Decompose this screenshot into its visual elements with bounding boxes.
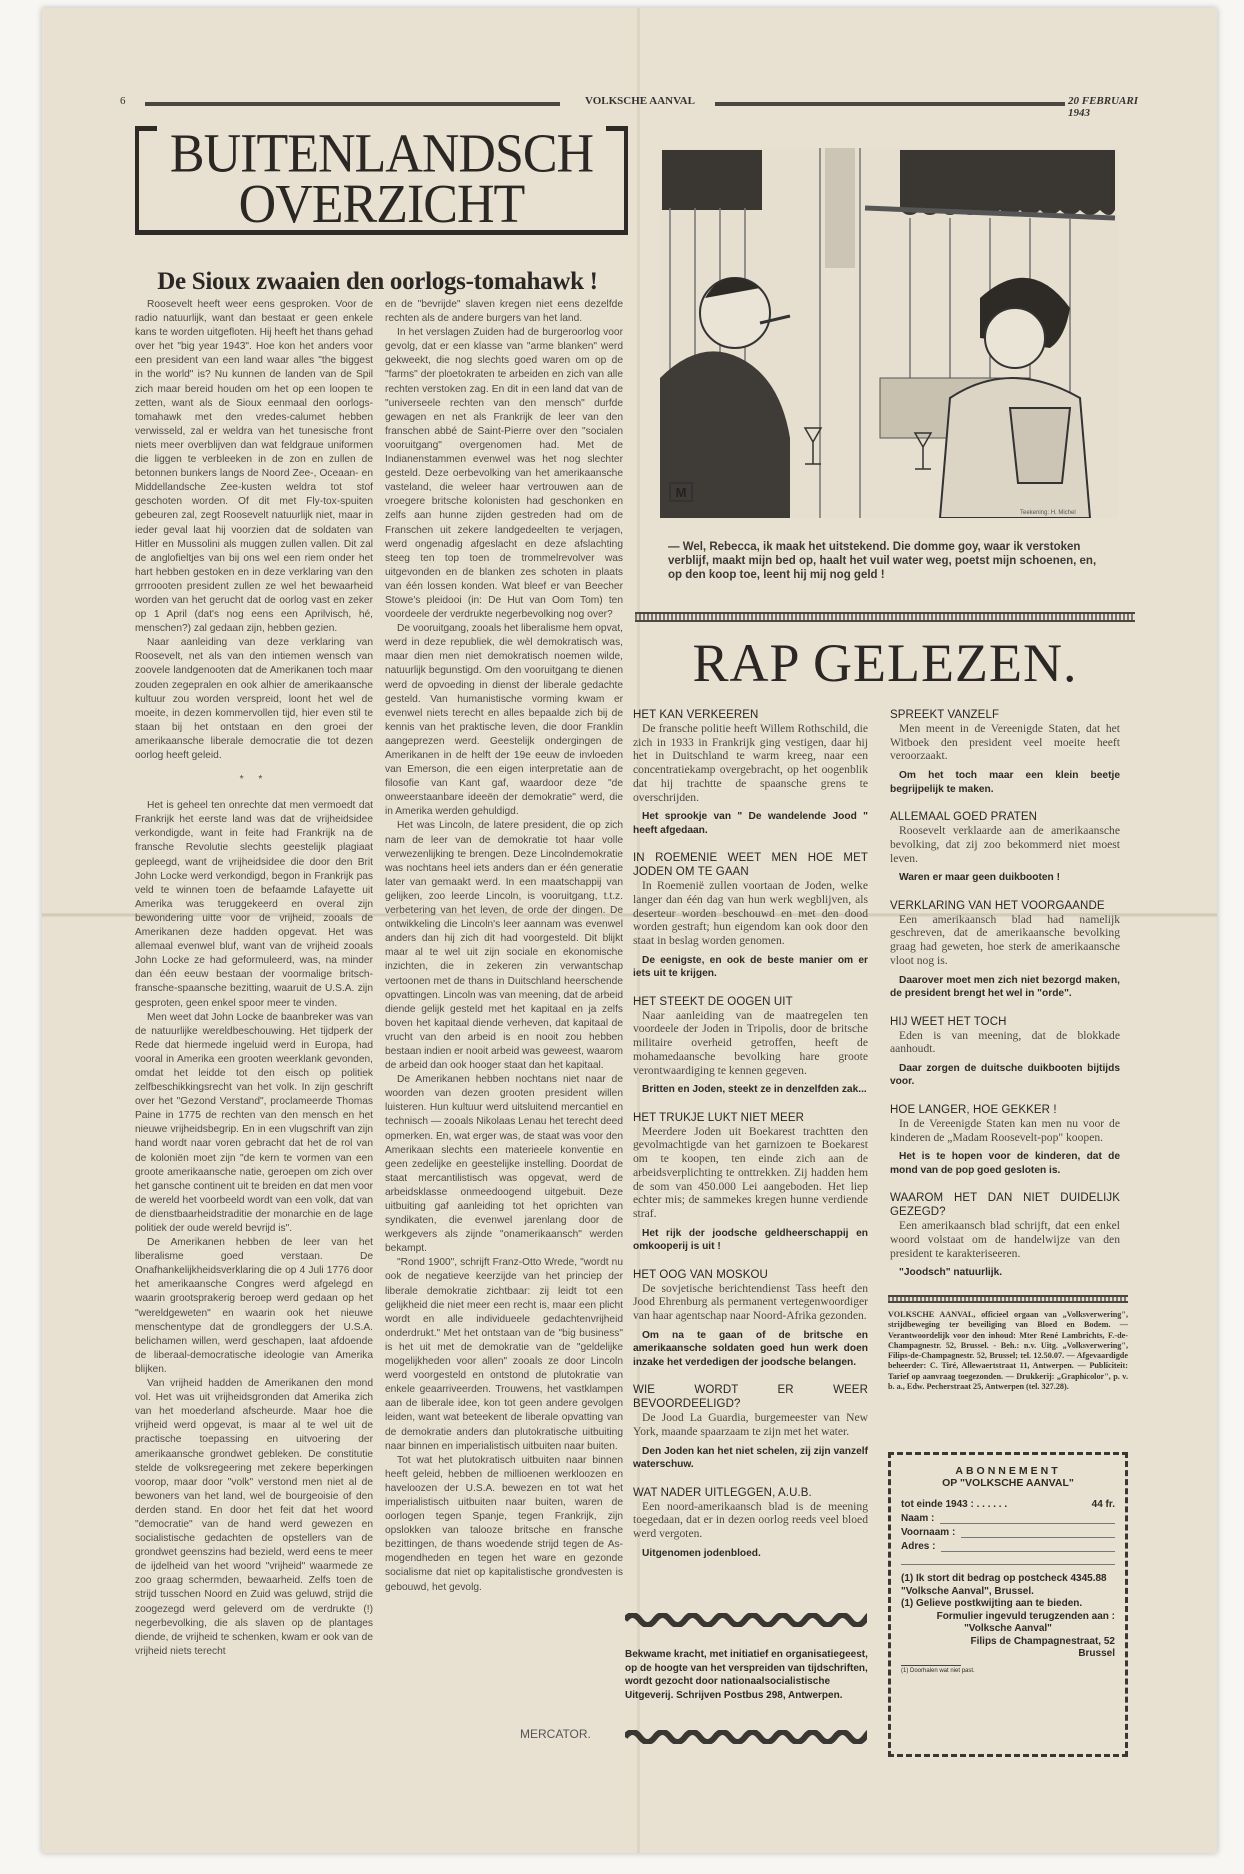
paper-name: VOLKSCHE AANVAL — [585, 95, 695, 107]
news-heading: HET OOG VAN MOSKOU — [633, 1268, 768, 1281]
news-comment: Om na te gaan of de britsche en amerikaansche soldaten goed hun werk doen inzake het verdedigen der joodsche belangen. — [633, 1329, 868, 1368]
news-item — [633, 1111, 868, 1254]
field-label: Naam : — [901, 1513, 935, 1524]
paragraph: Het is geheel ten onrechte dat men vermoedt dat Frankrijk het eerste land was dat de vrijheidsidee verkondigde, want in feite had Frankrijk na de fransche Revolutie slechts geestelijk plagiaat gepleegd, want de vrijheidsidee die door den Brit John Locke werd verkondigd, begon in Frankrijk pas veld te winnen toen de befaamde Lafayette uit Amerika was teruggekeerd en overal zijn bewondering uitte voor de vrijheid, zooals de Amerikanen deze hadden opgevat. Het was allemaal evenwel bluf, want van de vrijheid zooals John Locke ze had geformuleerd, was, na minder dan één eeuw bestaan der voormalige britsch-fransche-spaansche bezitting, waaruit de U.S.A. zijn gesproten, geen enkel spoor meer te vinden. — [135, 800, 373, 1009]
news-heading: ALLEMAAL GOED PRATEN — [890, 811, 1038, 824]
page-header — [120, 95, 1145, 119]
field-label: Adres : — [901, 1541, 936, 1552]
section-title-line: OVERZICHT — [238, 174, 525, 235]
news-body: De sovjetische berichtendienst Tass heeft den Jood Ehrenburg als permanent vertegenwoordiger van haar agentschap naar Noord-Afrika gezonden. — [633, 1281, 868, 1323]
news-heading: HOE LANGER, HOE GEKKER ! — [890, 1103, 1057, 1116]
news-item — [890, 810, 1120, 885]
news-item — [633, 995, 868, 1097]
news-comment: "Joodsch" natuurlijk. — [899, 1267, 1003, 1279]
news-comment: De eenigste, en ook de beste manier om er iets uit te krijgen. — [633, 954, 868, 980]
news-body: In Roemenië zullen voortaan de Joden, welke langer dan één dag van hun werk wegblijven, als deserteur worden beschouwd en met den dood worden gestraft; hun eigendom kan ook door den staat in beslag worden genomen. — [633, 879, 868, 948]
news-item — [890, 1103, 1120, 1177]
price: 44 fr. — [1091, 1499, 1115, 1510]
page-number: 6 — [120, 95, 126, 107]
curtain-left — [662, 150, 762, 210]
paragraph: Roosevelt heeft weer eens gesproken. Voor de radio natuurlijk, want dan bestaat er geen enkele kans te worden uitgefloten. Hij heeft het thans gehad over het "big year 1943". Hoe kon het anders voor een president van een land waar alles "the biggest in the world" is? Nu kunnen de landen van de Spil zich maar bereid houden om het op een loopen te zetten, want als de Sioux eenmaal den oorlogs-tomahawk met den vredes-calumet hebben verwisseld, zal er weldra van het tunesische front niets meer overblijven dan wat feldgraue uniformen die liggen te verbleeken in de zon en zullen de betonnen bunkers langs de Noord Zee-, Oceaan- en Middellandsche Zee-kusten weldra tot stof geschoten worden. Of dit met Fly-tox-spuiten gebeuren zal, zegt Roosevelt natuurlijk niet, maar in ieder geval laat hij voorzien dat de soldaten van Hitler en Mussolini als muggen zullen vallen. Dit zal de anglofieltjes van bij ons wel een riem onder het hart hebben gestoken en in deze verklaring van den grrroooten president zullen ze wel het bewaarheid worden van het gerucht dat de oorlog vast en zeker op 1 April (dat's nog eens een Aprilvisch, hé, menschen?) zal gedaan zijn, hebben gezien. — [135, 299, 373, 635]
subscription-title: ABONNEMENT — [955, 1465, 1061, 1477]
price-line — [901, 1499, 1115, 1510]
address-field-line-2[interactable] — [901, 1555, 1115, 1565]
news-heading: WAAROM HET DAN NIET DUIDELIJK GEZEGD? — [890, 1192, 1120, 1219]
news-body: In de Vereenigde Staten kan men nu voor de kinderen de „Madam Roosevelt-pop" koopen. — [890, 1116, 1120, 1144]
footnote: (1) Doorhalen wat niet past. — [901, 1665, 961, 1674]
news-comment: Waren er maar geen duikbooten ! — [899, 872, 1060, 884]
separator-stars: * * — [239, 774, 269, 786]
news-body: Een amerikaansch blad schrijft, dat een enkel woord volstaat om de handelwijze van den president te karakteriseeren. — [890, 1219, 1120, 1260]
news-column-2 — [890, 708, 1120, 1294]
payment-option-2: (1) Gelieve postkwijting aan te bieden. — [901, 1598, 1083, 1609]
news-item — [633, 708, 868, 837]
paragraph: De Amerikanen hebben de leer van het liberalisme goed verstaan. De Onafhankelijkheidsverklaring die op 4 Juli 1776 door het amerikaansche Congres werd afgelegd en waarin grootsprakerig beroep werd gedaan op het "wereldgeweten" en waarin ook het nieuwe menschentype dat de grondleggers der U.S.A. belichamen willen, werd geschapen, laat afdoende de liberaal-democratische ideologie van Amerika blijken. — [135, 1237, 373, 1375]
wavy-divider — [625, 1730, 867, 1744]
news-heading: WIE WORDT ER WEER BEVOORDEELIGD? — [633, 1384, 868, 1411]
paragraph: "Rond 1900", schrijft Franz-Otto Wrede, "wordt nu ook de negatieve keerzijde van het princiep der liberale demokratie zichtbaar: zij leidt tot een gelijkheid die niet meer een recht is, maar een plicht wordt en alle individueele gedachtenvrijheid onderdrukt." Met het ontstaan van de "big business" is het uit met de demokratie van de "geldelijke mogelijkheden voor allen" zooals ze door Lincoln werd voorgesteld en ontstond de plutokratie van enkele geaarriveerden. Trouwens, het vastklampen aan de liberale idee, kon tot geen andere gevolgen leiden, want wat beteekent de liberale opvatting van de demokratie anders dan plutokratische uitbuiting naar binnen en imperialistisch uitbuiten naar buiten. — [385, 1257, 623, 1452]
issue-date: 20 FEBRUARI 1943 — [1068, 95, 1138, 119]
news-heading: HET TRUKJE LUKT NIET MEER — [633, 1111, 804, 1124]
news-heading: HET KAN VERKEEREN — [633, 709, 759, 721]
cartoon-credit: Teekening: H. Michel — [1020, 510, 1076, 516]
news-item — [890, 708, 1120, 796]
paragraph: De vooruitgang, zooals het liberalisme hem opvat, werd in deze republiek, die wèl demokratisch was, maar dien men niet demokratisch noemen wilde, natuurlijk begunstigd. Om den vooruitgang te dienen werd de opvoeding in dienst der liberale gedachte gesteld. Van humanistische vorming kwam er evenwel niets terecht en alles bepaalde zich bij de kennis van het praktische leven, die door Franklin aangeprezen werd. Geestelijk ondergingen de Amerikanen in de helft der 19e eeuw de invloeden van Emerson, die een eigen interpretatie aan de filosofie van Kant gaf, waardoor deze "de onweerstaanbare ideeën der demokratie" werd, die in Amerika werden gehuldigd. — [385, 623, 623, 818]
article-headline: De Sioux zwaaien den oorlogs-tomahawk ! — [157, 268, 598, 295]
publication-imprint: VOLKSCHE AANVAL, officieel orgaan van „Volksverwering", strijdbeweging ter beveiliging van Bloed en Bodem. — Verantwoordelijk voor den inhoud: Mter René Lambrichts, F.-de-Champagnestr. 52, Brussel. - Beh.: n.v. Uitg. „Volksverwering", Filips-de-Champagnestr. 52, Brussel; tel. 12.50.07. — Afgevaardigde beheerder: C. Tiré, Allewaertstraat 11, Antwerpen. — Publiciteit: Tarief op aanvraag toegezonden. — Drukkerij: „Graphicolor", p. v. b. a., Edw. Pecherstraat 25, Antwerpen (tel. 327.28). — [888, 1310, 1128, 1392]
news-comment: Het is te hopen voor de kinderen, dat de mond van de pop goed gesloten is. — [890, 1151, 1120, 1176]
news-item — [633, 1268, 868, 1370]
section-divider — [635, 612, 1135, 622]
news-comment: Om het toch maar een klein beetje begrijpelijk te maken. — [890, 770, 1120, 795]
paragraph: De Amerikanen hebben nochtans niet naar de woorden van dezen grooten president willen luisteren. Hun kultuur werd uitsluitend mercantiel en technisch — zooals Nikolaas Lenau het terecht deed opmerken. En, wat erger was, de staat was voor den Amerikaan slechts een materieele konventie en geen zedelijke en geestelijke instelling. Doordat de staat mercantilistisch was opgevat, werd de arbeidsklasse onmeedoogend uitgebuit. Deze uitbuiting gaf aanleiding tot het oprichten van syndikaten, die evenwel jarenlang door de werkgevers als zijnde "onamerikaansch" werden bekampt. — [385, 1074, 623, 1255]
section-title — [139, 124, 624, 235]
news-comment: Het sprookje van " De wandelende Jood " heeft afgedaan. — [633, 811, 868, 836]
subscription-subtitle: OP "VOLKSCHE AANVAL" — [942, 1477, 1074, 1489]
news-body: Meerdere Joden uit Boekarest trachtten den gevolmachtigde van het garnizoen te Boekarest om te koopen, ten einde zich aan de arbeidsverplichting te onttrekken. Zij hadden hem de som van 450.000 Lei aangeboden. Het liep echter mis; de sammekes kregen hunne verdiende straf. — [633, 1124, 868, 1220]
news-body: De fransche politie heeft Willem Rothschild, die zich in 1933 in Frankrijk ging vestigen, daar hij het in Duitschland te warm kreeg, naar een concentratiekamp overgebracht, op het oogenblik dat hij trachtte de spaansche grens te overschrijden. — [633, 722, 868, 804]
news-heading: VERKLARING VAN HET VOORGAANDE — [890, 899, 1105, 912]
section-title-box — [135, 126, 628, 235]
news-comment: Uitgenomen jodenbloed. — [642, 1547, 761, 1559]
news-item — [890, 1015, 1120, 1089]
header-rule — [715, 102, 1065, 106]
news-body: De Jood La Guardia, burgemeester van New York, maande spaarzaam te zijn met het water. — [633, 1411, 868, 1438]
rap-gelezen-title: RAP GELEZEN. — [692, 633, 1078, 693]
news-body: Roosevelt verklaarde aan de amerikaansche bevolking, dat zij zoo bekommerd niet moest leven. — [890, 824, 1120, 865]
news-heading: IN ROEMENIE WEET MEN HOE MET JODEN OM TE GAAN — [633, 852, 868, 879]
article-column-2 — [385, 298, 623, 1595]
return-city: Brussel — [1078, 1648, 1115, 1659]
subscription-form — [888, 1452, 1128, 1757]
news-body: Men meent in de Vereenigde Staten, dat het Witboek den president veel moeite heeft veroorzaakt. — [890, 722, 1120, 763]
news-body: Een amerikaansch blad had namelijk geschreven, dat de amerikaansche bevolking graag had geweten, hoe sterk de amerikaansche vloot nog is. — [890, 912, 1120, 967]
cartoon-caption: — Wel, Rebecca, ik maak het uitstekend. Die domme goy, waar ik verstoken verblijf, maakt mijn bed op, haalt het vuil water weg, poetst mijn schoenen, en, op den koop toe, leent hij mij nog geld ! — [668, 541, 1097, 581]
price-label: tot einde 1943 : . . . . . . — [901, 1499, 1008, 1510]
paragraph: Men weet dat John Locke de baanbreker was van de natuurlijke wereldbeschouwing. Het tijdperk der Rede dat hiermede ingeluid werd in Europa, had vooral in Amerika een grooten weerklank gevonden, omdat het leidde tot den eisch op politiek zelfbeschikkingsrecht van het volk. In zijn geschrift over het "Gezond Verstand", proclameerde Thomas Paine in 1775 de rechten van den mensch en het nieuwe vrijheidsbegrip. En in een vlugschrift van zijn hand wordt naar voren gebracht dat het de rol van de koloniën moet zijn "de kern te vormen van een groote amerikaansche natie, geroepen om zich over het gansche continent uit te breiden en dat men voor de wereld het voorbeeld wordt van een volk, dat van de dienstbaarheidstraditie der monarchie en de lage politiek der oude wereld bevrijd is". — [135, 1011, 373, 1234]
author-signature: MERCATOR. — [520, 1727, 591, 1741]
news-item — [633, 1383, 868, 1471]
cartoon-illustration — [660, 148, 1118, 518]
artist-monogram: M — [675, 485, 687, 500]
news-item — [633, 851, 868, 981]
paragraph: Van vrijheid hadden de Amerikanen den mond vol. Het was uit vrijheidsgronden dat Amerika zich van het moederland afscheurde. Maar hoe die vrijheid werd opgevat, is maar al te wel uit de practische toepassing en uitvoering der amerikaansche grondwet gebleken. De constitutie stelde de volksregeering met zekere beperkingen voorop, maar door "volk" verstond men niet al de bewoners van het land, wel de bourgeoisie of den derden stand. En door het feit dat het woord "democratie" van de hand werd gewezen en socialistische gedachten de opstellers van de grondwet geenszins had bezield, werd eens te meer de ijdelheid van het woord "vrijheid" waarmede ze zoo graag schermden, bewaarheid. Zelfs toen de strijd tusschen Noord en Zuid was geluwd, strijd die zoogezegd werd geleverd om de verdrukte (!) negerbevolking, die als slaven op de plantages diende, de vrijheid te schenken, kwam er ook van de vrijheid niets terecht — [135, 1378, 373, 1657]
article-column-1 — [135, 298, 373, 1659]
news-comment: Britten en Joden, steekt ze in denzelfden zak... — [642, 1084, 867, 1096]
wavy-divider — [625, 1613, 867, 1627]
name-field[interactable] — [901, 1513, 1115, 1524]
imprint-divider — [888, 1295, 1128, 1303]
return-street: Filips de Champagnestraat, 52 — [970, 1635, 1115, 1647]
news-heading: HET STEEKT DE OOGEN UIT — [633, 995, 793, 1008]
champagne-bucket — [1010, 408, 1070, 483]
curtain-right — [900, 150, 1115, 210]
payment-option-1: (1) Ik stort dit bedrag op postcheck 4345.88 "Volksche Aanval", Brussel. — [901, 1573, 1107, 1597]
news-heading: WAT NADER UITLEGGEN, A.U.B. — [633, 1486, 812, 1499]
news-comment: Den Joden kan het niet schelen, zij zijn vanzelf waterschuw. — [633, 1445, 868, 1471]
paragraph: Tot wat het plutokratisch uitbuiten naar binnen heeft geleid, hebben de millioenen werkloozen en haveloozen der U.S.A. bewezen en tot wat het imperialistisch uitbuiten naar buiten, waren de oorlogen tegen Spanje, tegen Frankrijk, zijn opslokken van talooze britsche en fransche bezittingen, de thans woedende strijd tegen de As-mogendheden en tegen het ware en gezonde socialisme dat niet op kapitalistische grondvesten is gebouwd, het gevolg. — [385, 1454, 623, 1593]
news-column-1 — [633, 708, 868, 1574]
news-body: Eden is van meening, dat de blokkade aanhoudt. — [890, 1028, 1120, 1056]
return-name: "Volksche Aanval" — [964, 1623, 1052, 1634]
address-field[interactable] — [901, 1541, 1115, 1552]
news-comment: Daarover moet men zich niet bezorgd maken, de president brengt het wel in "orde". — [890, 974, 1120, 1000]
news-heading: SPREEKT VANZELF — [890, 709, 1000, 721]
news-item — [633, 1486, 868, 1561]
news-comment: Daar zorgen de duitsche duikbooten bijtijds voor. — [890, 1062, 1120, 1088]
section-title-line: BUITENLANDSCH — [169, 124, 594, 185]
paragraph: Naar aanleiding van deze verklaring van Roosevelt, net als van den intiemen wensch van zoovele landgenooten dat de Amerikanen toch maar zouden zegepralen en ook alhier de amerikaansche kultuur zou worden verspreid, loont het wel de moeite, in dezen kommervollen tijd, hier even stil te staan bij het ontstaan en den groei der amerikaansche liberale democratie die tot dezen oorlog heeft geleid. — [135, 637, 373, 761]
paragraph: Het was Lincoln, de latere president, die op zich nam de leer van de demokratie tot haar volle verwezenlijking te brengen. Deze Lincolndemokratie was nochtans heel iets anders dan er één generatie later van gemaakt werd. In een maatschappij van gelijken, zoo leerde Lincoln, is vooruitgang, t.t.z. verbetering van het leven, de orde der dingen. De ontwikkeling die Lincoln's leer aannam was evenwel anders dan hij zich dit had voorgesteld. Dit blijkt maar al te wel uit zijn sociale en ekonomische inzichten, die in zekeren zin verwantschap vertoonen met de thans in Duitschland heerschende opvattingen. Lincoln was van meening, dat de arbeid diende gelijk gesteld met het kapitaal en ja zelfs boven het kapitaal diende verheven, dat kapitaal de vrucht van den arbeid is en nooit zou hebben bestaan indien er nooit arbeid was geweest, waarom de arbeid dan ook hooger staat dan het kapitaal. — [385, 820, 623, 1072]
first-name-field[interactable] — [901, 1527, 1115, 1538]
header-rule — [145, 102, 560, 106]
paragraph: en de "bevrijde" slaven kregen niet eens dezelfde rechten als de andere burgers van het land. — [385, 299, 623, 325]
news-comment: Het rijk der joodsche geldheerschappij en omkooperij is uit ! — [633, 1227, 868, 1253]
news-heading: HIJ WEET HET TOCH — [890, 1015, 1007, 1028]
job-advert: Bekwame kracht, met initiatief en organisatiegeest, op de hoogte van het verspreiden van tijdschriften, wordt gezocht door nationaalsocialistische Uitgeverij. Schrijven Postbus 298, Antwerpen. — [625, 1649, 868, 1701]
news-item — [890, 1191, 1120, 1280]
return-instruction: Formulier ingevuld terugzenden aan : — [936, 1610, 1115, 1622]
field-label: Voornaam : — [901, 1527, 956, 1538]
news-body: Naar aanleiding van de maatregelen ten voordeele der Joden in Tripolis, door de britsche militaire overheid getroffen, heeft de mohamedaansche bevolking hare groote verontwaardiging te kennen gegeven. — [633, 1008, 868, 1077]
news-body: Een noord-amerikaansch blad is de meening toegedaan, dat er in dezen oorlog reeds veel bloed werd vergoten. — [633, 1499, 868, 1541]
paragraph: In het verslagen Zuiden had de burgeroorlog voor gevolg, dat er een klasse van "arme blanken" werd gekweekt, die nog slechts goed waren om op de "farms" der ploetokraten te arbeiden en zich van alle rechten verstoken zag. En dit in een land dat van de "universeele rechten van den mensch" durfde gewagen en net als Frankrijk de leer van den franschen abbé de Saint-Pierre over den "socialen vooruitgang" overgenomen had. Met de Indianenstammen evenwel was het nog slechter gesteld. Deze oerbevolking van het amerikaansche vasteland, die weleer haar vertrouwen aan de vroegere britsche kolonisten had geschonken en zelfs aan hunne zijden gestreden had om de Franschen uit zekere landgedeelten te verjagen, werd ongenadig afgeslacht en deze afslachting steeg ten top toen de trommelrevolver was uitgevonden en de blanken zes schoten in plaats van één lossen konden. Wat bleef er van Beecher Stowe's pleidooi (in: De Hut van Oom Tom) ten voordeele der verdrukte negerbevolking nog over? — [385, 327, 623, 621]
news-item — [890, 899, 1120, 1001]
